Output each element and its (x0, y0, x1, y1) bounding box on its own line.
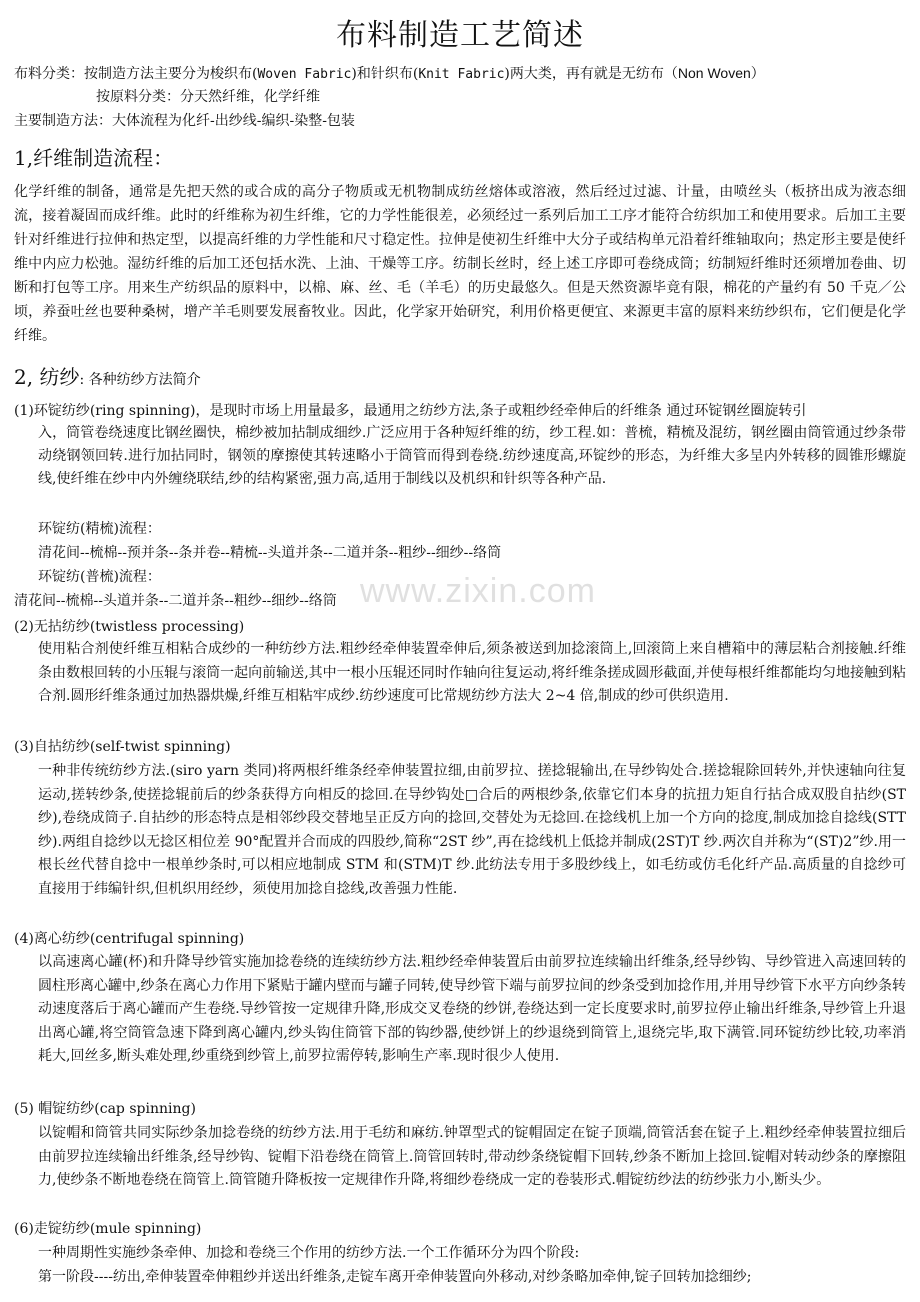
ring-flow-carded-label: 环锭纺(普梳)流程： (38, 569, 161, 585)
section-2-heading (14, 362, 201, 395)
intro-text: )和针织布( (351, 66, 419, 82)
knit-fabric-term: Knit Fabric (418, 67, 505, 82)
document-title: 布料制造工艺简述 (336, 18, 584, 53)
section-1-body: 化学纤维的制备，通常是先把天然的或合成的高分子物质或无机物制成纺丝熔体或溶液，然后经过过滤、计量，由喷丝头（板挤出成为液态细流，接着凝固而成纤维。此时的纤维称为初生纤维，它的力学性能很差，必须经过一系列后加工工序才能符合纺织加工和使用要求。后加工主要针对纤维进行拉伸和热定型，以提高纤维的力学性能和尺寸稳定性。拉伸是使初生纤维中大分子或结构单元沿着纤维轴取向；热定形主要是使纤维中内应力松弛。湿纺纤维的后加工还包括水洗、上油、干燥等工序。纺制长丝时，经上述工序即可卷绕成筒；纺制短纤维时还须增加卷曲、切断和打包等工序。用来生产纺织品的原料中，以棉、麻、丝、毛（羊毛）的历史最悠久。但是天然资源毕竟有限，棉花的产量约有 50 千克／公顷，养蚕吐丝也要种桑树，增产羊毛则要发展畜牧业。因此，化学家开始研究，利用价格更便宜、来源更丰富的原料来纺纱织布，它们便是化学纤维。 (14, 184, 906, 344)
intro-text: )两大类，再有就是无纺布（ (504, 66, 678, 82)
material-classification-line: 按原料分类：分天然纤维，化学纤维 (96, 89, 320, 105)
item-2-heading: (2)无拈纺纱(twistless processing) (14, 619, 245, 635)
mule-stage-1: 第一阶段----纺出,牵伸装置牵伸粗纱并送出纤维条,走锭车离开牵伸装置向外移动,对纱条略加牵伸,锭子回转加捻细纱; (38, 1269, 752, 1285)
main-method-line: 主要制造方法：大体流程为化纤-出纱线-编织-染整-包装 (14, 113, 355, 129)
non-woven-term: Non Woven (677, 65, 751, 81)
item-1-body: 入，筒管卷绕速度比钢丝圈快，棉纱被加拈制成细纱.广泛应用于各种短纤维的纺，纱工程.如：普梳，精梳及混纺，钢丝圈由筒管通过纱条带动绕钢领回转.进行加拈同时，钢领的摩擦使其转速略小于筒管而得到卷绕.纺纱速度高,环锭纱的形态，为纤维大多呈内外转移的圆锥形螺旋线,使纤维在纱中内外缠绕联结,纱的结构紧密,强力高,适用于制线以及机织和针织等各种产品. (38, 425, 906, 487)
item-4-body: 以高速离心罐(杯)和升降导纱管实施加捻卷绕的连续纺纱方法.粗纱经牵伸装置后由前罗拉连续输出纤维条,经导纱钩、导纱管进入高速回转的圆柱形离心罐中,纱条在离心力作用下紧贴于罐内壁而与罐子同转,使导纱管下端与前罗拉间的纱条受到加捻作用,并用导纱管下水平方向纱条转动速度落后于离心罐而产生卷绕.导纱管按一定规律升降,形成交叉卷绕的纱饼,卷绕达到一定长度要求时,前罗拉停止输出纤维条,导纱管上升退出离心罐,将空筒管急速下降到离心罐内,纱头钩住筒管下部的钩纱器,使纱饼上的纱退绕到筒管上,退绕完毕,取下满管.同环锭纺纱比较,功率消耗大,回丝多,断头难处理,纱重绕到纱管上,前罗拉需停转,影响生产率.现时很少人使用. (38, 954, 906, 1064)
intro-text: ） (750, 66, 765, 82)
item-2-body: 使用粘合剂使纤维互相粘合成纱的一种纺纱方法.粗纱经牵伸装置牵伸后,须条被送到加捻滚筒上,回滚筒上来自槽箱中的薄层粘合剂接触.纤维条由数根回转的小压辊与滚筒一起向前输送,其中一根小压辊还同时作轴向往复运动,将纤维条搓成圆形截面,并使每根纤维都能均匀地接触到粘合剂.圆形纤维条通过加热器烘燥,纤维互相粘牢成纱.纺纱速度可比常规纺纱方法大 2~4 倍,制成的纱可供织造用. (38, 641, 906, 704)
item-3-heading: (3)自拈纺纱(self-twist spinning) (14, 739, 231, 755)
item-5-heading: (5) 帽锭纺纱(cap spinning) (14, 1101, 196, 1117)
item-4-heading: (4)离心纺纱(centrifugal spinning) (14, 931, 245, 947)
intro-text: 布料分类：按制造方法主要分为梭织布( (14, 66, 258, 82)
item-6-heading: (6)走锭纺纱(mule spinning) (14, 1221, 202, 1237)
woven-fabric-term: Woven Fabric (257, 67, 352, 82)
watermark: www.zixin.com (360, 572, 596, 610)
section-1-heading: 1,纤维制造流程： (14, 146, 174, 170)
item-6-body: 一种周期性实施纱条牵伸、加捻和卷绕三个作用的纺纱方法.一个工作循环分为四个阶段: (38, 1245, 580, 1261)
fabric-classification-line (14, 62, 765, 86)
ring-flow-carded-steps: 清花间--梳棉--头道并条--二道并条--粗纱--细纱--络筒 (14, 593, 337, 609)
item-5-body: 以锭帽和筒管共同实际纱条加捻卷绕的纺纱方法.用于毛纺和麻纺.钟罩型式的锭帽固定在锭子顶端,筒管活套在锭子上.粗纱经牵伸装置拉细后由前罗拉连续输出纤维条,经导纱钩、锭帽下沿卷绕在筒管上.筒管回转时,带动纱条绕锭帽下回转,纱条不断加上捻回.锭帽对转动纱条的摩擦阻力,使纱条不断地卷绕在筒管上.筒管随升降板按一定规律作升降,将细纱卷绕成一定的卷装形式.帽锭纺纱法的纺纱张力小,断头少。 (38, 1125, 906, 1188)
section-2-subtitle: : 各种纺纱方法简介 (79, 372, 201, 388)
section-2-title: 2, 纺纱 (14, 365, 80, 389)
ring-flow-combed-steps: 清花间--梳棉--预并条--条并卷--精梳--头道并条--二道并条--粗纱--细纱--络筒 (38, 545, 502, 561)
ring-flow-combed-label: 环锭纺(精梳)流程： (38, 521, 161, 537)
item-3-body: 一种非传统纺纱方法.(siro yarn 类同)将两根纤维条经牵伸装置拉细,由前罗拉、搓捻辊输出,在导纱钩处合.搓捻辊除回转外,并快速轴向往复运动,搓转纱条,使搓捻辊前后的纱条获得方向相反的捻回.在导纱钩处□合后的两根纱条,依靠它们本身的抗扭力矩自行拈合成双股自拈纱(ST 纱),卷绕成筒子.自拈纱的形态特点是相邻纱段交替地呈正反方向的捻回,交替处为无捻回.在捻线机上加一个方向的捻度,制成加捻自捻线(STT 纱).两组自捻纱以无捻区相位差 90°配置并合而成的四股纱,简称“2ST 纱”,再在捻线机上低捻并制成(2ST)T 纱.两次自并称为“(ST)2”纱.用一根长丝代替自捻中一根单纱条时,可以相应地制成 STM 和(STM)T 纱.此纺法专用于多股纱线上，如毛纺或仿毛化纤产品.高质量的自捻纱可直接用于纬编针织,但机织用经纱，须使用加捻自捻线,改善强力性能. (38, 763, 906, 897)
item-1-heading: (1)环锭纺纱(ring spinning)，是现时市场上用量最多，最通用之纺纱方法,条子或粗纱经牵伸后的纤维条 通过环锭钢丝圈旋转引 (14, 403, 807, 419)
